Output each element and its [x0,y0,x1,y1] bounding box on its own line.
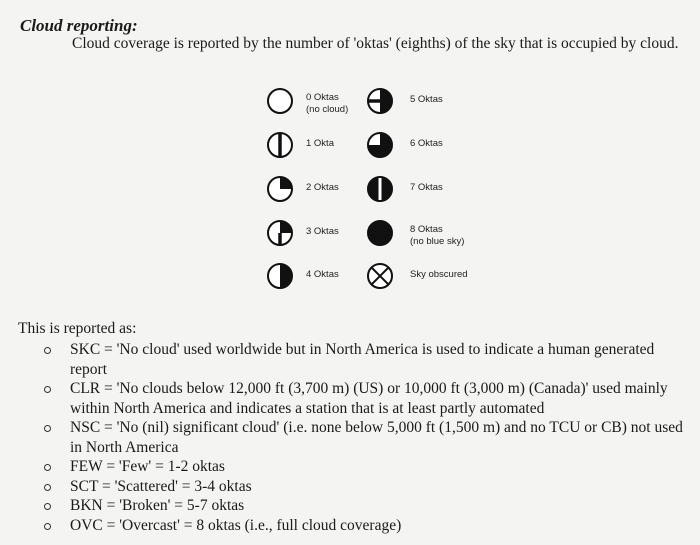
symbol-label [410,138,443,150]
list-item [40,516,690,536]
list-item [40,418,690,457]
okta-symbol-5-icon [368,89,392,113]
symbol-label-line1: 5 Oktas [410,94,443,105]
definition-text: NSC = 'No (nil) significant cloud' (i.e. none below 5,000 ft (1,500 m) and no TCU or CB) not used in North America [70,419,683,456]
definition-text: OVC = 'Overcast' = 8 oktas (i.e., full cloud coverage) [70,516,402,534]
report-intro: This is reported as: [18,320,137,337]
symbol-label [410,94,443,106]
bullet-icon [44,484,51,491]
symbol-label-line1: 8 Oktas [410,224,443,235]
symbol-label-line2: (no cloud) [306,104,349,115]
okta-symbol-1-icon [268,133,292,157]
symbol-label [306,92,348,116]
okta-symbol-3-icon [268,221,292,245]
symbol-label [410,182,443,194]
definition-text: SKC = 'No cloud' used worldwide but in North America is used to indicate a human generated report [70,341,655,378]
list-item [40,457,690,477]
symbol-label-line1: 0 Oktas [306,92,339,103]
okta-symbol-obscured-icon [368,264,392,288]
symbol-label-line1: 2 Oktas [306,182,339,193]
symbol-label [410,269,468,281]
definition-text: BKN = 'Broken' = 5-7 oktas [70,497,245,514]
list-item [40,340,690,379]
bullet-icon [44,386,51,393]
heading: Cloud reporting: [20,16,138,35]
symbol-label-line1: 1 Okta [306,138,334,149]
bullet-icon [44,464,51,471]
symbol-label-line2: (no blue sky) [410,236,465,247]
symbol-label-line1: 7 Oktas [410,182,443,193]
okta-symbol-0-icon [268,89,292,113]
list-item [40,379,690,418]
okta-symbol-2-icon [268,177,292,201]
symbol-label-line1: Sky obscured [410,269,468,280]
symbol-label [306,138,334,150]
symbol-label-line1: 6 Oktas [410,138,443,149]
report-code-list [40,340,690,535]
okta-symbol-7-icon [368,177,392,201]
symbol-label-line1: 4 Oktas [306,269,339,280]
okta-symbol-6-icon [368,133,392,157]
bullet-icon [44,503,51,510]
bullet-icon [44,347,51,354]
definition-text: SCT = 'Scattered' = 3-4 oktas [70,477,252,495]
symbol-label [306,226,339,238]
intro-paragraph: Cloud coverage is reported by the number of 'oktas' (eighths) of the sky that is occupied by cloud. [72,35,679,52]
symbol-label [306,182,339,194]
bullet-icon [44,425,51,432]
definition-text: CLR = 'No clouds below 12,000 ft (3,700 m) (US) or 10,000 ft (3,000 m) (Canada)' used mainly within North America and indicates a station that is at least partly automated [70,380,668,417]
definition-text: FEW = 'Few' = 1-2 oktas [70,458,225,475]
symbol-label-line1: 3 Oktas [306,226,339,237]
symbol-label [410,224,464,248]
list-item [40,477,690,497]
bullet-icon [44,523,51,530]
okta-symbol-4-icon [268,264,292,288]
okta-symbol-8-icon [368,221,392,245]
list-item [40,496,690,516]
symbol-label [306,269,339,281]
